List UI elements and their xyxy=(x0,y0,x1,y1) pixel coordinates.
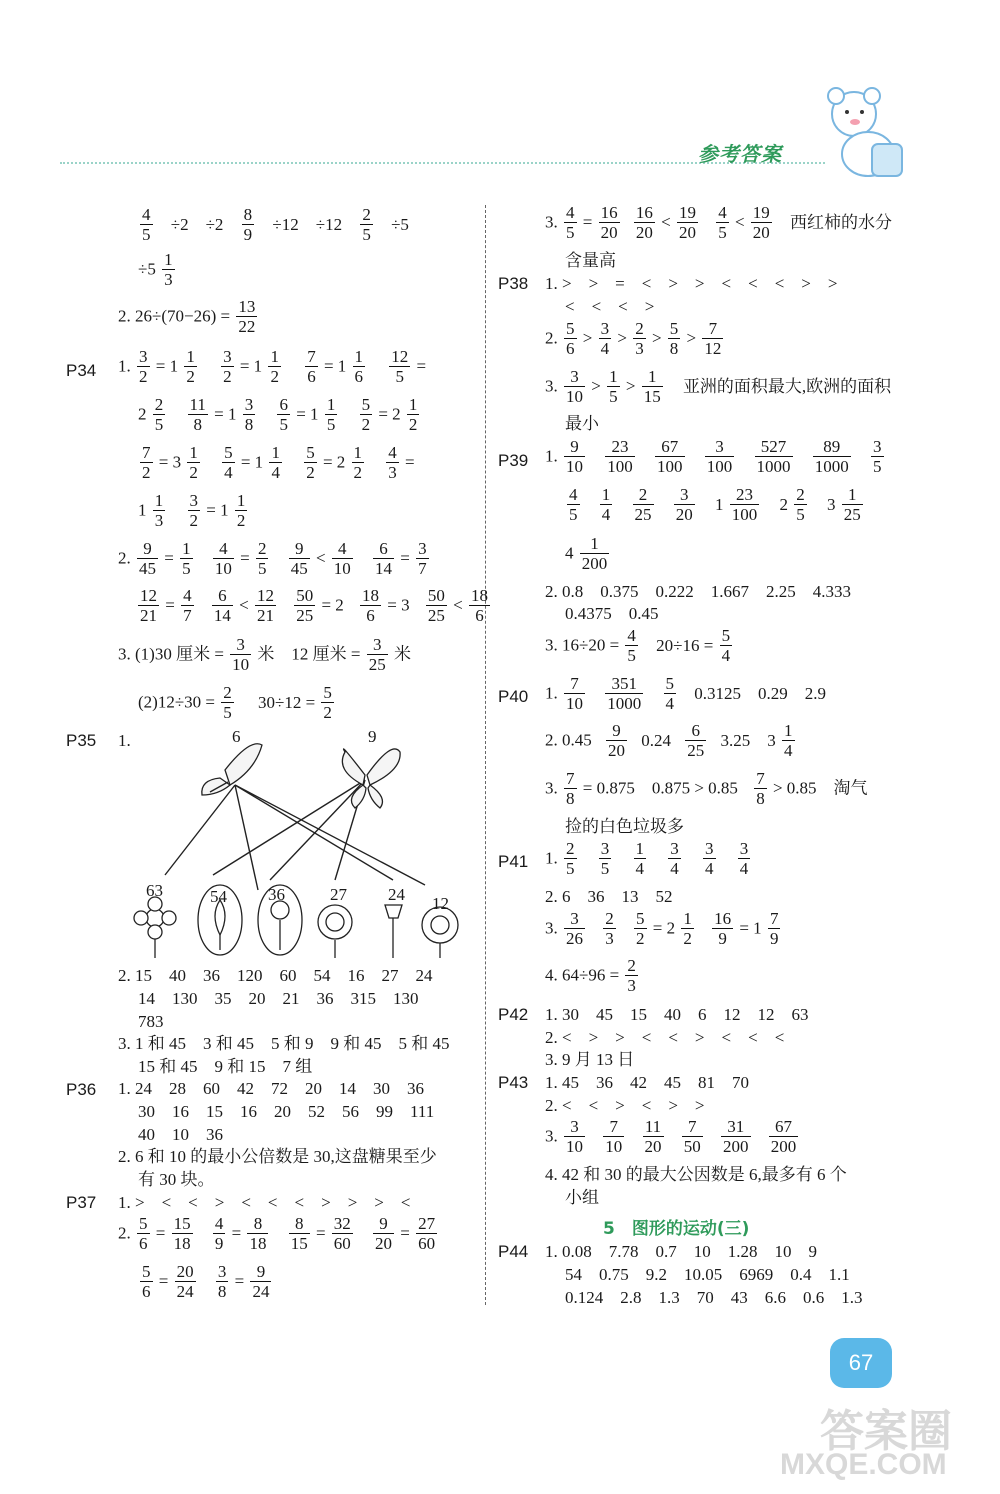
left-row-3: 2. 26÷(70−26) = $\frac{13}{22}$ xyxy=(118,297,256,336)
p37-line-3: $\frac{5}{6}$ = $\frac{20}{24}$ $\frac{3}{8}$ = $\frac{9}{24}$ xyxy=(142,1262,270,1301)
left-row-1: $\frac{4}{5}$ ÷2 ÷2 $\frac{8}{9}$ ÷12 ÷12 $\frac{2}{5}$ ÷5 xyxy=(142,205,409,244)
flower-1-icon xyxy=(134,897,176,958)
p34-line-5: 2. $\frac{9}{45}$ = $\frac{1}{5}$ $\frac{4}{10}$ = $\frac{2}{5}$ $\frac{9}{45}$ < $\frac{4}{10}$ $\frac{6}{14}$ = $\frac{3}{7}$ xyxy=(118,539,427,578)
p39-line-3: 4 $\frac{1}{200}$ xyxy=(565,534,608,573)
p42-label: P42 xyxy=(498,1005,529,1024)
p44-line-1: 1. 0.08 7.78 0.7 10 1.28 10 9 xyxy=(545,1242,817,1261)
p38-line-1: 1. > > = < > > < < < > > xyxy=(545,274,838,293)
section-title: 5 图形的运动(三) xyxy=(603,1219,750,1239)
p42-line-2: 2. < > > < < > < < < xyxy=(545,1028,785,1047)
p36-line-3: 40 10 36 xyxy=(138,1125,223,1144)
p40-line-1: 1. $\frac{7}{10}$ $\frac{351}{1000}$ $\frac{5}{4}$ 0.3125 0.29 2.9 xyxy=(545,674,826,713)
p34-line-8: (2)12÷30 = $\frac{2}{5}$ 30÷12 = $\frac{5}{2}$ xyxy=(138,683,332,722)
flower-1-value: 63 xyxy=(146,881,163,900)
flower-4-icon xyxy=(318,905,352,958)
p41-label: P41 xyxy=(498,852,529,871)
p34-line-1: 1. $\frac{3}{2}$ = 1 $\frac{1}{2}$ $\frac{3}{2}$ = 1 $\frac{1}{2}$ $\frac{7}{6}$ = 1 $\frac{1}{6}$ $\frac{12}{5}$ = xyxy=(118,347,427,386)
p35-line-2: 2. 15 40 36 120 60 54 16 27 24 xyxy=(118,966,433,985)
flower-3-value: 36 xyxy=(268,885,285,904)
p38-label: P38 xyxy=(498,274,529,293)
watermark-bottom: MXQE.COM xyxy=(780,1448,947,1481)
p37-label: P37 xyxy=(66,1193,97,1212)
p44-line-2: 54 0.75 9.2 10.05 6969 0.4 1.1 xyxy=(565,1265,850,1284)
header-title: 参考答案 xyxy=(698,142,782,166)
butterfly-right-icon xyxy=(342,749,400,808)
p43-line-2: 2. < < > < > > xyxy=(545,1096,705,1115)
p43-line-3: 3. $\frac{3}{10}$ $\frac{7}{10}$ $\frac{11}{20}$ $\frac{7}{50}$ $\frac{31}{200}$ $\frac{67}{200}$ xyxy=(545,1117,797,1156)
matching-figure xyxy=(130,740,480,965)
p40-label: P40 xyxy=(498,687,529,706)
p40-line-3: 3. $\frac{7}{8}$ = 0.875 0.875 > 0.85 $\frac{7}{8}$ > 0.85 淘气 xyxy=(545,769,868,808)
p34-line-6: $\frac{12}{21}$ = $\frac{4}{7}$ $\frac{6}{14}$ < $\frac{12}{21}$ $\frac{50}{25}$ = 2 $\frac{18}{6}$ = 3 $\frac{50}{25}$ < $\frac{18}{6}$ xyxy=(140,586,488,625)
p43-line-4b: 小组 xyxy=(565,1188,599,1207)
p34-label: P34 xyxy=(66,361,97,380)
flower-6-value: 12 xyxy=(432,894,449,913)
p38-line-4b: 最小 xyxy=(565,414,599,433)
page-number-badge xyxy=(830,1338,892,1388)
p39-line-1: 1. $\frac{9}{10}$ $\frac{23}{100}$ $\frac{67}{100}$ $\frac{3}{100}$ $\frac{527}{1000}$ $\frac{89}{1000}$ $\frac{3}{5}$ xyxy=(545,437,882,476)
p36-label: P36 xyxy=(66,1080,97,1099)
watermark-top: 答案圈 xyxy=(820,1407,952,1456)
butterfly-right-value: 9 xyxy=(368,727,377,746)
p35-line-3: 14 130 35 20 21 36 315 130 xyxy=(138,989,419,1008)
p38-line-2: < < < > xyxy=(565,297,655,316)
page-number: 67 xyxy=(848,1350,874,1375)
left-row-2: ÷5 $\frac{1}{3}$ xyxy=(138,250,173,289)
p34-line-4: 1 $\frac{1}{3}$ $\frac{3}{2}$ = 1 $\frac{1}{2}$ xyxy=(138,491,246,530)
p42-line-3: 3. 9 月 13 日 xyxy=(545,1050,635,1069)
p36-line-5: 有 30 块。 xyxy=(138,1170,215,1189)
p35-item-1: 1. xyxy=(118,731,131,750)
p41-line-3: 3. $\frac{3}{26}$ $\frac{2}{3}$ $\frac{5}{2}$ = 2 $\frac{1}{2}$ $\frac{16}{9}$ = 1 $\frac{7}{9}$ xyxy=(545,909,779,948)
column-divider xyxy=(485,205,486,1305)
flower-5-value: 24 xyxy=(388,885,405,904)
p44-label: P44 xyxy=(498,1242,529,1261)
p37-line-1: 1. > < < > < < < > > > < xyxy=(118,1193,411,1212)
p35-line-6: 15 和 45 9 和 15 7 组 xyxy=(138,1057,313,1076)
p34-line-7: 3. (1)30 厘米 = $\frac{3}{10}$ 米 12 厘米 = $\frac{3}{25}$ 米 xyxy=(118,635,412,674)
p39-line-6: 3. 16÷20 = $\frac{4}{5}$ 20÷16 = $\frac{5}{4}$ xyxy=(545,626,731,665)
p39-line-5: 0.4375 0.45 xyxy=(565,604,659,623)
p38-line-4: 3. $\frac{3}{10}$ > $\frac{1}{5}$ > $\frac{1}{15}$ 亚洲的面积最大,欧洲的面积 xyxy=(545,367,892,406)
p37-line-2: 2. $\frac{5}{6}$ = $\frac{15}{18}$ $\frac{4}{9}$ = $\frac{8}{18}$ $\frac{8}{15}$ = $\frac{32}{60}$ $\frac{9}{20}$ = $\frac{27}{60}$ xyxy=(118,1214,436,1253)
p40-line-3b: 捡的白色垃圾多 xyxy=(565,817,684,836)
p36-line-2: 30 16 15 16 20 52 56 99 111 xyxy=(138,1102,435,1121)
p41-line-2: 2. 6 36 13 52 xyxy=(545,887,673,906)
p43-line-4: 4. 42 和 30 的最大公因数是 6,最多有 6 个 xyxy=(545,1165,847,1184)
p43-line-1: 1. 45 36 42 45 81 70 xyxy=(545,1073,749,1092)
flower-5-icon xyxy=(385,905,402,958)
butterfly-left-icon xyxy=(202,744,262,795)
p41-line-1: 1. $\frac{2}{5}$ $\frac{3}{5}$ $\frac{1}{4}$ $\frac{3}{4}$ $\frac{3}{4}$ $\frac{3}{4}$ xyxy=(545,839,749,878)
p34-line-2: 2 $\frac{2}{5}$ $\frac{11}{8}$ = 1 $\frac{3}{8}$ $\frac{6}{5}$ = 1 $\frac{1}{5}$ $\frac{5}{2}$ = 2 $\frac{1}{2}$ xyxy=(138,395,418,434)
p39-line-4: 2. 0.8 0.375 0.222 1.667 2.25 4.333 xyxy=(545,582,851,601)
flower-4-value: 27 xyxy=(330,885,347,904)
right-line-1: 3. $\frac{4}{5}$ = $\frac{16}{20}$ $\frac{16}{20}$ < $\frac{19}{20}$ $\frac{4}{5}$ < $\frac{19}{20}$ 西红柿的水分 xyxy=(545,203,893,242)
p38-line-3: 2. $\frac{5}{6}$ > $\frac{3}{4}$ > $\frac{2}{3}$ > $\frac{5}{8}$ > $\frac{7}{12}$ xyxy=(545,319,722,358)
p40-line-2: 2. 0.45 $\frac{9}{20}$ 0.24 $\frac{6}{25}$ 3.25 3 $\frac{1}{4}$ xyxy=(545,721,793,760)
p42-line-1: 1. 30 45 15 40 6 12 12 63 xyxy=(545,1005,809,1024)
p36-line-4: 2. 6 和 10 的最小公倍数是 30,这盘糖果至少 xyxy=(118,1147,437,1166)
butterfly-left-value: 6 xyxy=(232,727,241,746)
p43-label: P43 xyxy=(498,1073,529,1092)
bear-mascot-icon xyxy=(822,86,912,182)
flower-2-value: 54 xyxy=(210,887,227,906)
p39-label: P39 xyxy=(498,451,529,470)
p35-line-5: 3. 1 和 45 3 和 45 5 和 9 9 和 45 5 和 45 xyxy=(118,1034,450,1053)
p34-line-3: $\frac{7}{2}$ = 3 $\frac{1}{2}$ $\frac{5}{4}$ = 1 $\frac{1}{4}$ $\frac{5}{2}$ = 2 $\frac{1}{2}$ $\frac{4}{3}$ = xyxy=(142,443,415,482)
p36-line-1: 1. 24 28 60 42 72 20 14 30 36 xyxy=(118,1079,424,1098)
p39-line-2: $\frac{4}{5}$ $\frac{1}{4}$ $\frac{2}{25}$ $\frac{3}{20}$ 1 $\frac{23}{100}$ 2 $\frac{2}{5}$ 3 $\frac{1}{25}$ xyxy=(569,485,861,524)
p44-line-3: 0.124 2.8 1.3 70 43 6.6 0.6 1.3 xyxy=(565,1288,863,1307)
right-line-1b: 含量高 xyxy=(565,251,616,270)
p41-line-4: 4. 64÷96 = $\frac{2}{3}$ xyxy=(545,956,636,995)
p35-label: P35 xyxy=(66,731,97,750)
p35-line-4: 783 xyxy=(138,1012,164,1031)
